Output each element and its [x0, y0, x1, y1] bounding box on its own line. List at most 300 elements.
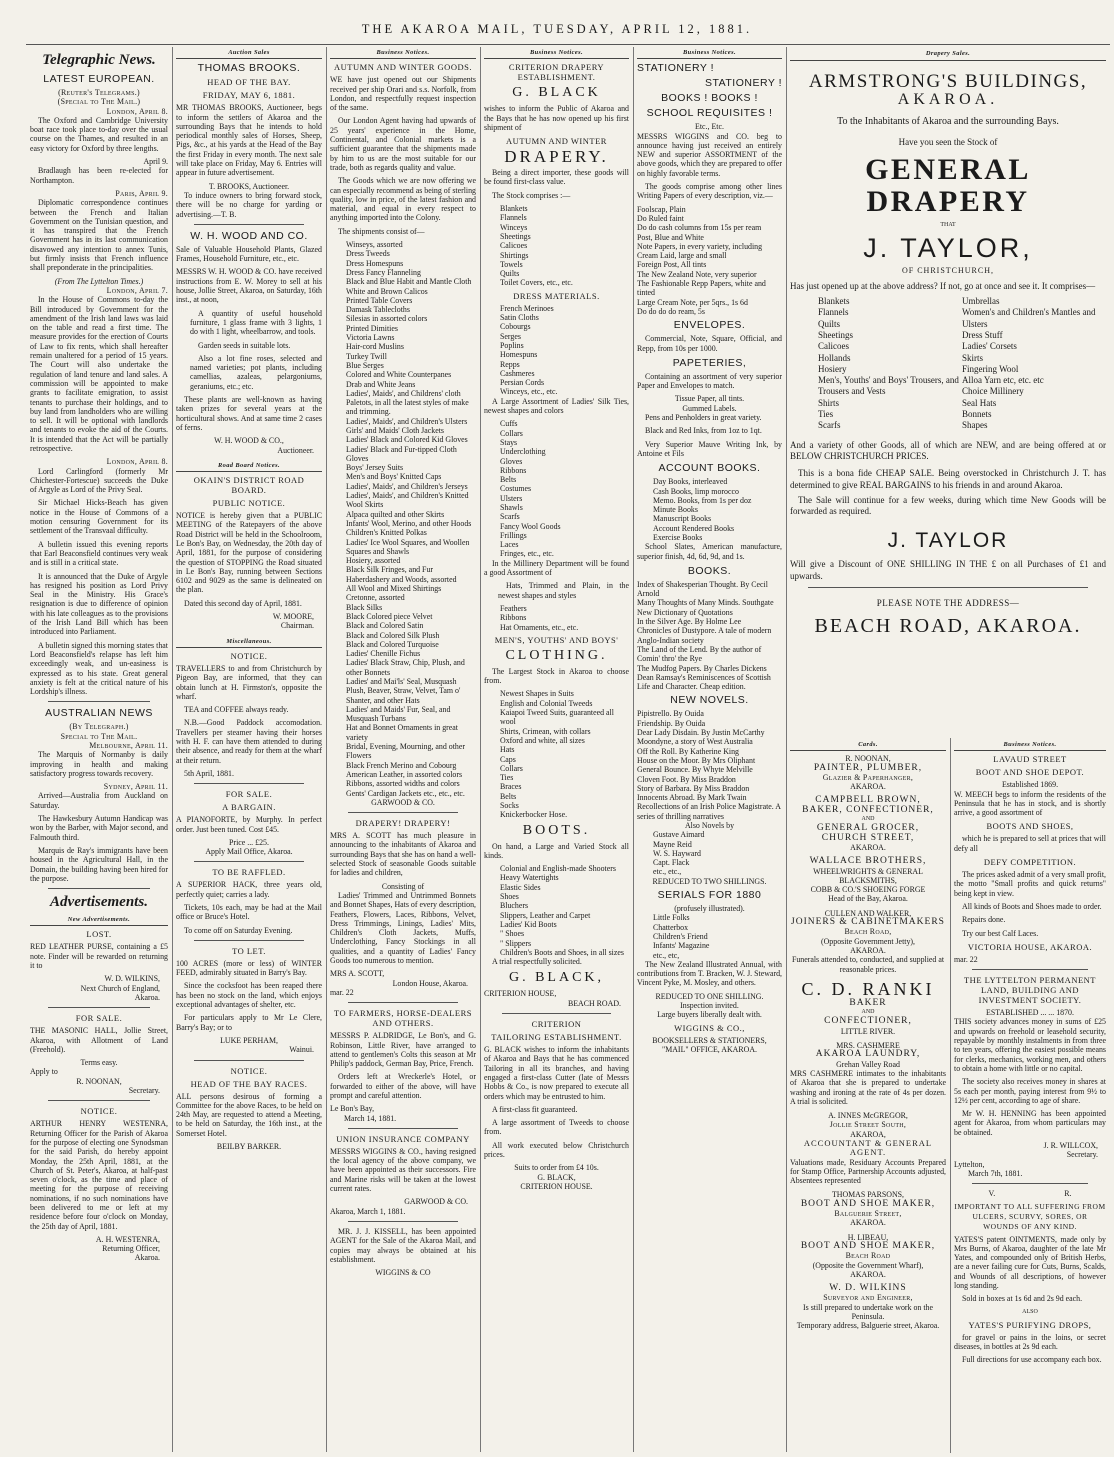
list-item: Manuscript Books [653, 514, 712, 524]
ad-text: Tissue Paper, all tints. [674, 394, 745, 404]
list-item: Recollections of an Irish Police Magistrate. A series of thrilling narratives [637, 802, 781, 821]
divider [502, 1013, 611, 1014]
ad-text: Consisting of [381, 881, 425, 891]
card-line: BAKER, CONFECTIONER, [802, 804, 934, 815]
list-item: Hair-cord Muslins [346, 342, 404, 352]
list-item: Winseys, assorted [346, 240, 403, 250]
ad-heading: OKAIN'S DISTRICT ROAD BOARD. [193, 475, 305, 496]
ad-text: Apply to [30, 1067, 58, 1077]
ad-signature: G. BLACK, [537, 1172, 576, 1182]
ad-signature: GARWOOD & CO. [404, 1197, 468, 1207]
dateline: Sydney, April 11. [103, 782, 168, 792]
list-item: Pipistrello. By Ouida [637, 709, 704, 719]
ad-heading: BOOKS. [687, 564, 732, 577]
list-item: Caps [500, 754, 516, 764]
ad-heading: FOR SALE. [225, 789, 273, 800]
list-item: Do do do do ream, 5s [637, 306, 705, 316]
ad-heading: CRITERION [531, 1019, 582, 1030]
list-item: Post, Blue and White [637, 232, 704, 242]
ad-text: The society also receives money in shares at 5s each per month, paying interest from 9½ to 12½ per cent, according to age of share. [954, 1077, 1106, 1105]
card-line: Glazier & Paperhanger, [822, 772, 914, 782]
list-item: Ladies' and Mai'ls' Seal, Musquash Plush, Beaver, Straw, Velvet, Tam o' Shanter, and other Hats [346, 677, 461, 705]
list-item: Shoes [500, 892, 519, 902]
headline: AUSTRALIAN NEWS [45, 707, 153, 720]
news-paragraph: Arrived—Australia from Auckland on Saturday. [30, 791, 168, 810]
list-item: Alloa Yarn etc, etc. etc [962, 375, 1044, 386]
ad-heading: VICTORIA HOUSE, AKAROA. [967, 941, 1093, 952]
column-business-notices-1 [326, 48, 480, 1453]
column-stationery [633, 48, 786, 1453]
list-item: Kaiapoi Tweed Suits, guaranteed all wool [500, 708, 614, 727]
dateline: Melbourne, April 11. [89, 741, 168, 750]
ad-text: Since the cocksfoot has been reaped there has been no stock on the land, which enjoys exceptional advantages of shelter, etc. [176, 981, 322, 1010]
ad-text: A Large Assortment of Ladies' Silk Ties, newest shapes and colors [484, 396, 629, 416]
list-item: Sheetings [500, 231, 531, 241]
card-line: AKAROA. [850, 1218, 886, 1228]
card-line: R. NOONAN, [845, 754, 891, 764]
divider [194, 861, 304, 862]
ad-heading: LOST. [86, 929, 112, 940]
byline: Special to The Mail. [60, 731, 138, 741]
ad-text: These plants are well-known as having taken prizes for several years at the horticultural shows. And at same time 2 cases of ferns. [176, 395, 322, 432]
card-line: C. D. RANKI [801, 978, 935, 999]
list-item: Winceys [500, 222, 528, 232]
ad-signature: Akaroa. [134, 992, 160, 1002]
section-label: Business Notices. [330, 48, 476, 59]
list-item: Cretonne, assorted [346, 593, 405, 603]
list-item: Shirtings [500, 250, 529, 260]
list-item: Quilts [500, 269, 520, 279]
card-line: AKAROA. [850, 1269, 886, 1279]
list-item: Ulsters [500, 493, 523, 503]
ad-date: mar. 22 [330, 987, 354, 997]
ad-heading: STATIONERY ! [637, 62, 714, 75]
ad-heading: NOTICE. [230, 650, 268, 661]
list-item: Colored and White Counterpanes [346, 370, 452, 380]
section-label: Business Notices. [954, 740, 1106, 751]
card-line: Beach Road, [844, 927, 892, 937]
news-paragraph: The Oxford and Cambridge University boat race took place to-day over the usual course on the Thames, and resulted in an easy victory for Oxford by three lengths. [30, 115, 168, 153]
ad-text: MESSRS W. H. WOOD & CO. have received instructions from E. W. Morey to sell at his house, Jollie Street, Akaroa, on Saturday, 16th inst., at noon, [176, 267, 322, 305]
card-noonan [790, 754, 946, 791]
news-paragraph: Lord Carlingford (formerly Mr Chichester-Fortescue) succeeds the Duke of Argyle as Lord of the Privy Seal. [30, 466, 168, 495]
ad-text: Gummed Labels. [682, 403, 737, 413]
list-item: The Fashionable Repp Papers, white and tinted [637, 279, 766, 298]
card-line: Balguerie Street, [834, 1209, 902, 1219]
list-item: All Wool and Mixed Shirtings [346, 584, 442, 594]
ad-text: Very Superior Mauve Writing Ink, by Antoine et Fils [637, 439, 782, 458]
ad-signature: BEACH ROAD. [567, 998, 621, 1008]
divider [972, 969, 1088, 970]
card-line: H. LIBEAU, [847, 1232, 889, 1242]
ad-date: mar. 22 [954, 954, 978, 964]
ad-text: Le Bon's Bay, [330, 1104, 375, 1114]
ad-text: MESSRS WIGGINS and CO. beg to announce having just received an entirely NEW and superior ASSORTMENT of the above goods, which they are prepared to offer on highly favorable terms. [637, 131, 782, 178]
card-line: Jollie Street South, [829, 1120, 907, 1130]
news-paragraph: The Hawkesbury Autumn Handicap was won by the Barber, with Major second, and Falmouth third. [30, 814, 168, 842]
list-item: Memo. Books, from 1s per doz [653, 495, 752, 505]
divider [194, 940, 304, 941]
ad-heading: TO FARMERS, HORSE-DEALERS AND OTHERS. [333, 1008, 473, 1029]
ad-signature: Auctioneer. [277, 445, 314, 455]
section-label: Business Notices. [484, 48, 629, 59]
card-line: THOMAS PARSONS, [831, 1190, 905, 1200]
card-line: AND [861, 816, 875, 823]
ad-text: REDUCED TO ONE SHILLING. [655, 991, 764, 1001]
ad-text: A SUPERIOR HACK, three years old, perfectly quiet; carries a lady. [176, 880, 322, 899]
section-title: Telegraphic News. [42, 52, 156, 68]
ad-text: TRAVELLERS to and from Christchurch by Pigeon Bay, are informed, that they can obtain lunch at H. Firmston's, opposite the wharf. [176, 663, 322, 701]
divider [808, 587, 1088, 588]
ad-signature: W. H. WOOD & CO., [214, 436, 284, 446]
ad-text: Being a direct importer, these goods will be found first-class value. [484, 168, 629, 187]
dateline: London, April 8. [106, 106, 168, 116]
ad-text: School Slates, American manufacture, superior finish, 4d, 6d, 9d, and 1s. [637, 542, 782, 561]
list-item: Calicoes [500, 241, 528, 251]
list-item: Toilet Covers, etc., etc. [500, 278, 573, 288]
drapery-sale-ad [786, 48, 1110, 738]
list-item: Off the Roll. By Katherine King [637, 746, 739, 756]
ad-signature: Secretary. [1066, 1150, 1098, 1160]
ad-text: Established 1869. [1001, 780, 1059, 790]
divider [348, 1221, 458, 1222]
ad-text: Have you seen the Stock of [898, 136, 998, 147]
list-item: W. S. Hayward [653, 848, 701, 858]
card-wallace-brothers [790, 857, 946, 903]
card-line: BOOT AND SHOE MAKER, [800, 1240, 936, 1251]
list-item: Innocents Abroad. By Mark Twain [637, 793, 747, 803]
dress-list [484, 304, 629, 397]
card-line: ACCOUNTANT & GENERAL AGENT. [803, 1137, 933, 1158]
divider [348, 812, 458, 813]
card-line: MRS CASHMERE intimates to the inhabitants of Akaroa that she is prepared to undertake washing and ironing at the rate of 4s per dozen. A trial is solicited. [790, 1068, 946, 1106]
list-item: " Slippers [500, 938, 532, 948]
divider [48, 1007, 150, 1008]
ad-date: March 7th, 1881. [968, 1168, 1023, 1178]
list-item: Ribbons, assorted widths and colors [346, 779, 460, 789]
royal-monogram [954, 1189, 1106, 1198]
list-item: Ladies' and Maids' Fur, Seal, and Musquash Turbans [346, 704, 451, 724]
card-line: AKAROA. [850, 782, 886, 792]
list-item: Feathers [500, 603, 527, 613]
list-item: Black and Blue Habit and Mantle Cloth [346, 277, 472, 287]
list-item: Ribbons [500, 613, 527, 623]
ad-text: The Goods which we are now offering we can especially recommend as being of sterling quality, low in price, of the latest fashion and material, and equal in every respect to anything imported into the Colony. [330, 176, 476, 223]
ad-text: Tickets, 10s each, may be had at the Mail office or Bruce's Hotel. [176, 903, 322, 922]
ad-heading: FOR SALE. [75, 1013, 123, 1024]
list-item: Large Cream Note, per 5qrs., 1s 6d [637, 297, 748, 307]
ad-text: 5th April, 1881. [184, 768, 234, 778]
list-item: Ties [500, 773, 514, 783]
ad-text: THE MASONIC HALL, Jollie Street, Akaroa, with Allotment of Land (Freehold). [30, 1026, 168, 1054]
list-item: Ladies' Black Straw, Chip, Plush, and other Bonnets [346, 658, 465, 677]
ad-text: MESSRS WIGGINS & CO., having resigned the local agency of the above company, we have been appointed as their successors. Fire and Marine risks will be taken at the lowest current rates. [330, 1146, 476, 1194]
card-line: MRS. CASHMERE [836, 1041, 900, 1051]
list-item: Cloven Foot. By Miss Braddon [637, 774, 736, 784]
list-item: Ladies', Maids', and Childrens' cloth Paletots, in all the latest styles of make and trimming. [346, 388, 469, 417]
list-item: Chatterbox [653, 922, 689, 932]
list-item: Towels [500, 259, 523, 269]
card-line: CAMPBELL BROWN, [815, 795, 921, 806]
ad-text: 100 ACRES (more or less) of WINTER FEED, admirably situated in Barry's Bay. [176, 958, 322, 978]
ad-text: (profusely illustrated). [674, 904, 745, 914]
list-item: Moondyne, a story of West Australia [637, 737, 753, 747]
ad-heading: AUTUMN AND WINTER GOODS. [334, 62, 472, 73]
ad-heading: DRAPERY! DRAPERY! [355, 818, 451, 829]
ad-date: Akaroa, March 1, 1881. [330, 1206, 406, 1216]
list-item: Blankets [500, 204, 528, 214]
ad-signature: T. BROOKS, Auctioneer. [208, 181, 290, 191]
list-item: Haberdashery and Woods, assorted [346, 574, 457, 584]
ad-heading: SERIALS FOR 1880 [657, 889, 762, 902]
ad-text: The Largest Stock in Akaroa to choose from. [484, 666, 629, 686]
ad-text: Inspection invited. [680, 1001, 739, 1011]
ad-text: The Stock comprises :— [492, 190, 571, 200]
list-item: Ladies' Black and Fur-tipped Cloth Gloves [346, 444, 457, 463]
list-item: Hat Ornaments, etc., etc. [500, 622, 579, 632]
list-item: Note Papers, in every variety, including Cream Laid, large and small [637, 241, 763, 261]
list-item: Hosiery [818, 363, 847, 374]
card-line: A. INNES McGREGOR, [828, 1111, 908, 1121]
list-item: Little Folks [653, 913, 690, 923]
goods-list [330, 240, 476, 798]
ad-heading: G. BLACK, [508, 970, 605, 986]
ad-text: The goods comprise among other lines Writing Papers of every description, viz.— [637, 182, 782, 201]
goods-list-right [962, 296, 1106, 432]
section-label: Cards. [790, 740, 946, 751]
list-item: Drab and White Jeans [346, 379, 416, 389]
list-item: Costumes [500, 484, 532, 494]
ad-text: Orders left at Wreckerle's Hotel, or forwarded to either of the above, will have prompt and careful attention. [330, 1072, 476, 1100]
list-item: Knickerbocker Hose. [500, 810, 568, 820]
list-item: " Shoes [500, 929, 525, 939]
serials-list [637, 913, 782, 959]
ad-signature: A. H. WESTENRA, [95, 1234, 160, 1244]
ad-text: To induce owners to bring forward stock, there will be no charge for yarding or advertising.—T. B. [176, 190, 322, 219]
ad-text: Pens and Penholders in great variety. [645, 413, 762, 423]
card-line: BOOT AND SHOE MAKER, [800, 1198, 936, 1209]
list-item: In the Silver Age. By Holme Lee [637, 617, 742, 627]
ad-text: W. MEECH begs to inform the residents of the Peninsula that he has in stock, and is shortly arrive, a good assortment of [954, 789, 1106, 818]
list-item: Umbrellas [962, 296, 1000, 307]
list-item: Bridal, Evening, Mourning, and other Flowers [346, 742, 465, 761]
list-item: House on the Moor. By Mrs Oliphant [637, 755, 756, 765]
list-item: Day Books, interleaved [653, 477, 728, 487]
card-line: Funerals attended to, conducted, and supplied at reasonable prices. [791, 955, 945, 974]
card-line: BAKER [849, 997, 887, 1008]
ad-text: A large assortment of Tweeds to choose from. [484, 1118, 629, 1137]
list-item: Black Colored piece Velvet [346, 611, 433, 621]
divider [194, 1060, 304, 1061]
ad-text: WE have just opened out our Shipments received per ship Orari and s.s. Norfolk, from London, and respectfully request inspection of the same. [330, 75, 476, 113]
ad-list-item: Garden seeds in suitable lots. [198, 340, 291, 350]
ad-text: Dated this second day of April, 1881. [184, 598, 302, 608]
list-item: Cash Books, limp morocco [653, 486, 739, 496]
ad-text: To the Inhabitants of Akaroa and the surrounding Bays. [837, 115, 1059, 127]
ad-text: Terms easy. [80, 1058, 118, 1068]
dateline: London, April 8. [106, 457, 168, 467]
ad-text: ESTABLISHED ... ... 1870. [986, 1008, 1074, 1018]
dateline: April 9. [143, 157, 168, 167]
list-item: Printed Table Covers [346, 295, 413, 305]
list-item: Turkey Twill [346, 351, 387, 361]
ad-heading: NOTICE. [80, 1106, 118, 1117]
ad-text: ARTHUR HENRY WESTENRA, Returning Officer for the Parish of Akaroa for the purpose of electing one Synodsman for the said Parish, do hereby appoint Monday, the 25th April, 1881, at the Church of St. Peter's, Akaroa, at half-past seven o'clock, as the time and place of meeting for the purpose of receiving nominations, if no such nominations have been delivered to me or left at my residence before four o'clock on Monday, the 25th day of April, 1881. [30, 1119, 168, 1231]
list-item: Stays [500, 437, 518, 447]
ad-heading: HEAD OF THE BAY RACES. [190, 1078, 308, 1089]
list-item: Dean Ramsay's Reminiscences of Scottish Life and Character. Cheap edition. [637, 672, 771, 692]
card-line: LITTLE RIVER. [840, 1026, 896, 1036]
list-item: Alpaca quilted and other Skirts [346, 509, 445, 519]
news-paragraph: It is announced that the Duke of Argyle has resigned his position as Lord Privy Seal in the Ministry. His Grace's resignation is due to difference of opinion with his late colleagues as to the provisions of the Irish Land Bill which has been introduced into Parliament. [30, 571, 168, 637]
ad-heading: THOMAS BROOKS. [197, 62, 301, 75]
ad-text: Also Novels by [684, 821, 735, 830]
list-item: Fringes, etc., etc. [500, 549, 554, 559]
list-item: Do do cash columns from 15s per ream [637, 223, 762, 233]
list-item: Children's Boots and Shoes, in all sizes [500, 947, 624, 957]
list-item: Winceys, etc., etc. [500, 387, 558, 397]
ad-text: THIS society advances money in sums of £25 and upwards on freehold or leasehold security, repayable by monthly instalments in from three to ten years, offering the easiest possible means for clerks, mechanics, working men, and others to obtain a home with little or no capital. [954, 1017, 1106, 1073]
list-item: Many Thoughts of Many Minds. Southgate [637, 598, 774, 608]
list-item: Victoria Lawns [346, 333, 395, 343]
ad-text: PLEASE NOTE THE ADDRESS— [876, 598, 1020, 609]
ad-heading: AKAROA. [897, 91, 999, 109]
ad-heading: ACCOUNT BOOKS. [658, 462, 761, 475]
card-line: (Opposite the Government Wharf), [812, 1260, 924, 1270]
ad-heading: STATIONERY ! [705, 77, 782, 90]
card-cullen-walker [790, 909, 946, 974]
card-line: Surveyor and Engineer, [823, 1293, 913, 1303]
list-item: Choice Millinery [962, 386, 1024, 397]
stock-list [484, 204, 629, 288]
byline: (From The Lyttelton Times.) [54, 276, 144, 286]
card-line: (Opposite Government Jetty), [820, 936, 915, 946]
divider [972, 1183, 1088, 1184]
list-item: Flannels [818, 307, 849, 318]
ad-heading: BEACH ROAD, AKAROA. [814, 615, 1082, 638]
news-paragraph: In the House of Commons to-day the Bill introduced by Government for the amendment of the Irish land laws was laid on the table and read a first time. The measure provides for the erection of Courts of Law to fix rents, which shall hereafter remain unaltered for a period of 15 years. The Court will also undertake the regulation of land tenure and land sales. A commission will be appointed to make grants to facilitate emigration, to assist tenants to purchase their holdings, and to buy land from landholders who are willing to sell. It will be optional with landlords and tenants to evoke the aid of the Courts. It is intended that the Act will be partially retrospective. [30, 295, 168, 453]
card-line: WHEELWRIGHTS & GENERAL BLACKSMITHS, [813, 866, 923, 885]
ad-text: In the Millinery Department will be found a good Assortment of [484, 558, 629, 578]
list-item: Flannels [500, 213, 527, 223]
column-telegraphic-news [26, 48, 172, 1453]
ad-heading: PUBLIC NOTICE. [212, 498, 286, 509]
card-line: Is still prepared to undertake work on the Peninsula. [803, 1302, 933, 1322]
ad-heading: A BARGAIN. [222, 802, 276, 813]
list-item: Belts [500, 475, 517, 485]
section-label: New Advertisements. [30, 915, 168, 926]
ad-signature: Next Church of England, [80, 983, 160, 993]
section-title: Advertisements. [50, 894, 148, 911]
card-wilkins [790, 1284, 946, 1330]
ad-signature: WIGGINS & CO., [674, 1022, 745, 1033]
ad-heading: J. TAYLOR [887, 529, 1009, 553]
list-item: Damask Tablecloths [346, 305, 410, 315]
card-line: CULLEN AND WALKER, [824, 908, 912, 918]
byline: (Reuter's Telegrams.) [58, 88, 140, 97]
list-item: Index of Shakesperian Thought. By Cecil Arnold [637, 579, 768, 599]
section-label: Drapery Sales. [790, 48, 1106, 61]
ad-text: MR THOMAS BROOKS, Auctioneer, begs to inform the settlers of Akaroa and the surrounding Bays that he intends to hold periodical monthly sales of Horses, Sheep, Pigs, &c., at his yards at the Head of the Bay the first Friday in every month. The next sale will take place on Friday, May 6. Entries will appear in future advertisement. [176, 103, 322, 178]
dateline: London, April 7. [106, 285, 168, 295]
column-auction-sales [172, 48, 326, 1453]
ad-text: YATES'S patent OINTMENTS, made only by Mrs Burns, of Akaroa, daughter of the late Mr Yates, and compounded only of British Herbs, are a never failing cure for Cuts, Burns, Scalds, and Wounds of all descriptions, of however long standing. [954, 1234, 1106, 1290]
ad-heading: MEN'S, YOUTHS' AND BOYS' [494, 634, 619, 645]
list-item: Hats [500, 745, 515, 755]
section-label: Auction Sales [176, 48, 322, 59]
ad-heading: ARMSTRONG'S BUILDINGS, [808, 71, 1088, 93]
card-line: AKAROA LAUNDRY, [815, 1049, 921, 1060]
divider [194, 224, 304, 225]
ad-text: All kinds of Boots and Shoes made to order. [962, 901, 1102, 911]
ad-heading: LAVAUD STREET [993, 754, 1067, 765]
list-item: etc., etc, [653, 950, 680, 960]
list-item: American Leather, in assorted colors [346, 769, 463, 779]
list-item: Ties [818, 409, 834, 420]
ad-heading: UNION INSURANCE COMPANY [336, 1133, 470, 1144]
ad-heading: BOOTS AND SHOES, [986, 821, 1074, 832]
ad-heading: BOOTS. [522, 822, 591, 838]
ad-text: Ladies' Trimmed and Untrimmed Bonnets and Bonnet Shapes, Hats of every description, Feathers, Flowers, Laces, Ribbons, Velvet, Dress Trimmings, Linings, Ladies' Mits, Children's Cloth Jackets, Muffs, Underclothing, Fancy Stockings in all qualities, and a quantity of Ladies' Fancy Goods too numerous to mention. [330, 890, 476, 966]
list-item: French Merinoes [500, 303, 554, 313]
card-line: Temporary address, Balguerie street, Akaroa. [796, 1321, 940, 1331]
news-paragraph: Bradlaugh has been re-elected for Northampton. [30, 166, 168, 185]
list-item: Poplins [500, 340, 524, 350]
list-item: Infants' Magazine [653, 941, 710, 951]
ad-text: The Sale will continue for a few weeks, during which time New Goods will be forwarded as required. [790, 494, 1106, 517]
ad-text: MESSRS P. ALDRIDGE, Le Bon's, and G. Robinson, Little River, have arranged to attend to gentlemen's Colts this season at Mr Philip's paddock, German Bay, Price, French. [330, 1031, 476, 1069]
list-item: Cobourgs [500, 322, 531, 332]
ad-text: Lyttelton, [954, 1159, 985, 1169]
ad-text: Sale of Valuable Household Plants, Glazed Frames, Household Furniture, etc., etc. [176, 244, 322, 264]
clothing-list [484, 689, 629, 819]
list-item: Serges [500, 331, 521, 341]
list-item: Black and Colored Satin [346, 621, 424, 631]
list-item: Sheetings [818, 329, 853, 340]
list-item: Printed Dimities [346, 323, 398, 333]
list-item: Laces [500, 540, 519, 550]
card-line: GENERAL GROCER, [816, 823, 920, 834]
news-paragraph: Diplomatic correspondence continues between the French and Italian Government on the Tunisian question, and it has transpired that the French Government has in its last communication disavowed any intention to annex Tunis, but firmly insists that French influence shall preponderate in the principalities. [30, 198, 168, 273]
card-line: Grehan Valley Road [836, 1059, 900, 1069]
card-line: Head of the Bay, Akaroa. [828, 894, 908, 904]
list-item: Frillings [500, 530, 527, 540]
list-item: Shirts, Crimean, with collars [500, 726, 591, 736]
list-item: Ladies' Chenille Fichus [346, 649, 421, 659]
card-campbell-brown [790, 796, 946, 852]
ad-heading: NEW NOVELS. [670, 694, 749, 707]
list-item: Black Silks [346, 602, 383, 612]
headline: LATEST EUROPEAN. [43, 73, 155, 85]
ties-list [484, 419, 629, 558]
card-line: JOINERS & CABINETMAKERS [791, 917, 945, 928]
list-item: Repps [500, 359, 520, 369]
list-item: Girls' and Maids' Cloth Jackets [346, 425, 444, 435]
list-item: White and Brown Calicos [346, 286, 428, 296]
list-item: Hat and Bonnet Ornaments in great variety [346, 723, 458, 742]
list-item: Dress Tweeds [346, 249, 390, 259]
list-item: Collars [500, 763, 523, 773]
list-item: Heavy Watertights [500, 873, 559, 883]
card-parsons [790, 1190, 946, 1227]
papers-list [637, 205, 782, 317]
ad-signature: Returning Officer, [102, 1244, 160, 1254]
list-item: Ladies', Maids', and Children's Jerseys [346, 481, 468, 491]
ad-heading: BOOKS ! BOOKS ! [661, 92, 758, 105]
list-item: The Mudfog Papers. By Charles Dickens [637, 663, 767, 673]
goods-list-left [818, 296, 962, 432]
list-item: Satin Cloths [500, 313, 539, 323]
